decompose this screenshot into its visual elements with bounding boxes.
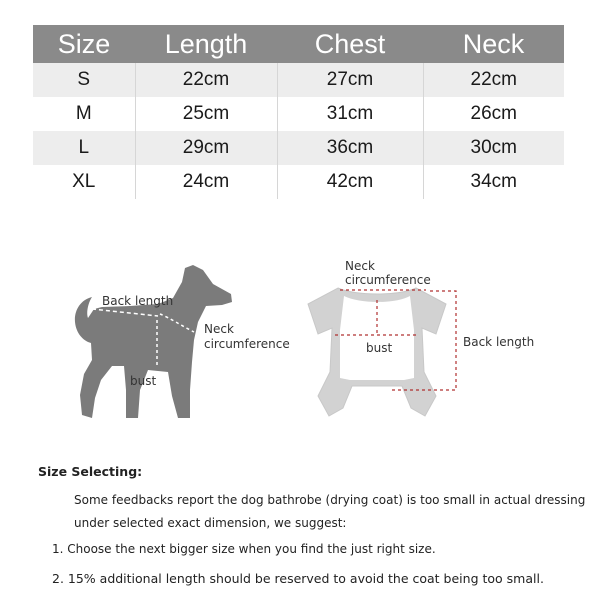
cell-size: M [33, 97, 135, 131]
cell-neck: 22cm [423, 63, 564, 97]
notes-intro-line1: Some feedbacks report the dog bathrobe (drying coat) is too small in actual dressing [74, 493, 586, 507]
cell-chest: 42cm [277, 165, 423, 199]
cell-chest: 36cm [277, 131, 423, 165]
dog-neck-label-line1: Neck [204, 322, 234, 336]
header-size: Size [33, 25, 135, 63]
notes-item-2: 2. 15% additional length should be reserved to avoid the coat being too small. [52, 571, 544, 586]
cell-neck: 26cm [423, 97, 564, 131]
cell-neck: 30cm [423, 131, 564, 165]
cell-length: 22cm [135, 63, 277, 97]
coat-neck-label-line1: Neck [345, 259, 375, 273]
coat-back-length-label: Back length [463, 335, 535, 349]
cell-size: XL [33, 165, 135, 199]
dog-diagram [75, 265, 290, 418]
notes-item-1: 1. Choose the next bigger size when you find the just right size. [52, 542, 436, 556]
coat-neck-label-line2: circumference [345, 273, 431, 287]
notes-intro-line2: under selected exact dimension, we suggest: [74, 516, 347, 530]
cell-chest: 27cm [277, 63, 423, 97]
header-length: Length [135, 25, 277, 63]
cell-chest: 31cm [277, 97, 423, 131]
dog-bust-label: bust [130, 374, 157, 388]
cell-size: S [33, 63, 135, 97]
header-neck: Neck [423, 25, 564, 63]
coat-bust-label: bust [366, 341, 393, 355]
coat-diagram [308, 259, 534, 416]
cell-length: 29cm [135, 131, 277, 165]
cell-length: 24cm [135, 165, 277, 199]
notes-heading: Size Selecting: [38, 464, 143, 479]
cell-length: 25cm [135, 97, 277, 131]
dog-neck-label-line2: circumference [204, 337, 290, 351]
dog-back-length-label: Back length [102, 294, 174, 308]
cell-neck: 34cm [423, 165, 564, 199]
cell-size: L [33, 131, 135, 165]
header-chest: Chest [277, 25, 423, 63]
